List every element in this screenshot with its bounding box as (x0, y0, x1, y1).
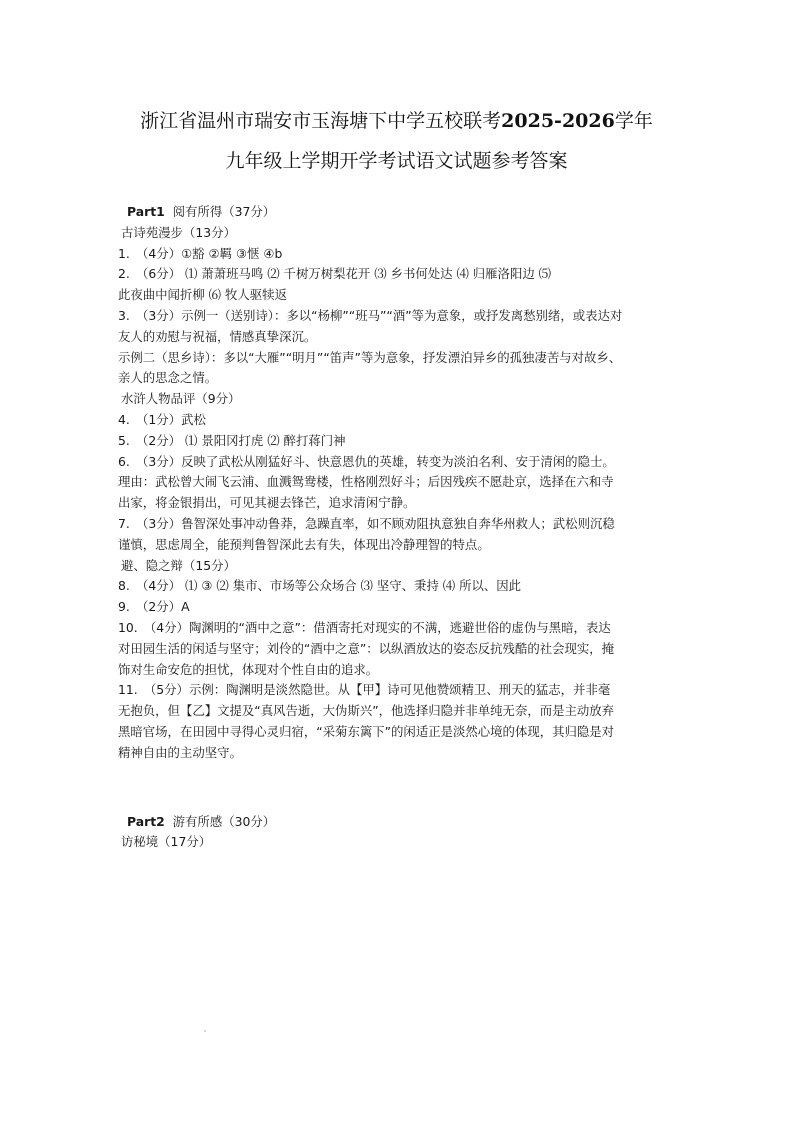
answer-q6-line2: 理由：武松曾大闹飞云浦、血溅鸳鸯楼，性格刚烈好斗；后因残疾不愿赴京，选择在六和寺 (118, 474, 614, 490)
part1-heading (118, 202, 678, 223)
answer-q11-line2: 无抱负，但【乙】文提及“真风告逝，大伪斯兴”，他选择归隐并非单纯无奈，而是主动放弃 (118, 703, 615, 719)
answer-q3-line2: 友人的劝慰与祝福，情感真挚深沉。 (118, 328, 317, 344)
section-heading-poetry: 古诗苑漫步（13分） (121, 224, 236, 240)
answer-q10-line2: 对田园生活的闲适与坚守；刘伶的“酒中之意”：以纵酒放达的姿态反抗残酷的社会现实，掩 (118, 640, 615, 656)
answer-q11-line1: 11. （5分）示例：陶渊明是淡然隐世。从【甲】诗可见他赞颂精卫、刑天的猛志，并非毫 (118, 682, 611, 698)
answer-q3-line3: 示例二（思乡诗）：多以“大雁”“明月”“笛声”等为意象，抒发漂泊异乡的孤独凄苦与对故乡、 (118, 349, 622, 365)
answer-q2-line2: 此夜曲中闻折柳 ⑹ 牧人驱犊返 (118, 287, 287, 303)
answer-q8: 8. （4分） ⑴ ③ ⑵ 集市、市场等公众场合 ⑶ 坚守、秉持 ⑷ 所以、因此 (118, 578, 522, 594)
answer-q1: 1. （4分）①豁 ②羁 ③惬 ④b (118, 245, 283, 261)
title-years: 2025-2026 (501, 110, 615, 132)
title-prefix: 浙江省温州市瑞安市玉海塘下中学五校联考 (140, 110, 502, 132)
answer-q11-line3: 黑暗官场，在田园中寻得心灵归宿，“采菊东篱下”的闲适正是淡然心境的体现，其归隐是对 (118, 723, 615, 739)
answer-q9: 9. （2分）A (118, 599, 190, 615)
answer-q10-line3: 饰对生命安危的担忧，体现对个性自由的追求。 (118, 661, 379, 677)
scan-speck (204, 1030, 206, 1032)
answer-q10-line1: 10. （4分）陶渊明的“酒中之意”：借酒寄托对现实的不满，逃避世俗的虚伪与黑暗，表达 (118, 619, 611, 635)
answer-q7-line2: 谨慎，思虑周全，能预判鲁智深此去有失，体现出冷静理智的特点。 (118, 536, 490, 552)
part2-heading-text: 游有所感（30分） (172, 813, 276, 829)
section-spacer (118, 764, 678, 812)
answer-q6-line1: 6. （3分）反映了武松从刚猛好斗、快意恩仇的英雄，转变为淡泊名利、安于清闲的隐士。 (118, 453, 615, 469)
answer-body (118, 202, 678, 853)
part1-heading-text: 阅有所得（37分） (172, 204, 276, 219)
answer-q3-line4: 亲人的思念之情。 (118, 370, 218, 386)
section-heading-shuihu: 水浒人物品评（9分） (121, 391, 241, 407)
title-suffix: 学年 (614, 110, 653, 132)
part2-heading (118, 812, 678, 833)
part1-label: Part1 (127, 204, 165, 219)
answer-q6-line3: 出家，将金银捐出，可见其褪去锋芒，追求清闲宁静。 (118, 495, 416, 511)
answer-q4: 4. （1分）武松 (118, 411, 206, 427)
answer-q7-line1: 7. （3分）鲁智深处事冲动鲁莽，急躁直率，如不顾劝阻执意独自奔华州救人；武松则沉稳 (118, 515, 615, 531)
section-heading-secret-place: 访秘境（17分） (121, 834, 212, 850)
answer-q5: 5. （2分） ⑴ 景阳冈打虎 ⑵ 醉打蒋门神 (118, 432, 346, 448)
document-title-line1 (0, 106, 793, 133)
section-heading-reclusion: 避、隐之辩（15分） (121, 557, 236, 573)
answer-q2-line1: 2. （6分） ⑴ 萧萧班马鸣 ⑵ 千树万树梨花开 ⑶ 乡书何处达 ⑷ 归雁洛阳边 ⑸ (118, 266, 552, 282)
answer-q11-line4: 精神自由的主动坚守。 (118, 744, 242, 760)
document-title-line2: 九年级上学期开学考试语文试题参考答案 (225, 150, 568, 172)
part2-label: Part2 (127, 813, 165, 829)
answer-q3-line1: 3. （3分）示例一（送别诗）：多以“杨柳”“班马”“酒”等为意象，或抒发离愁别绪，或表达对 (118, 307, 623, 323)
